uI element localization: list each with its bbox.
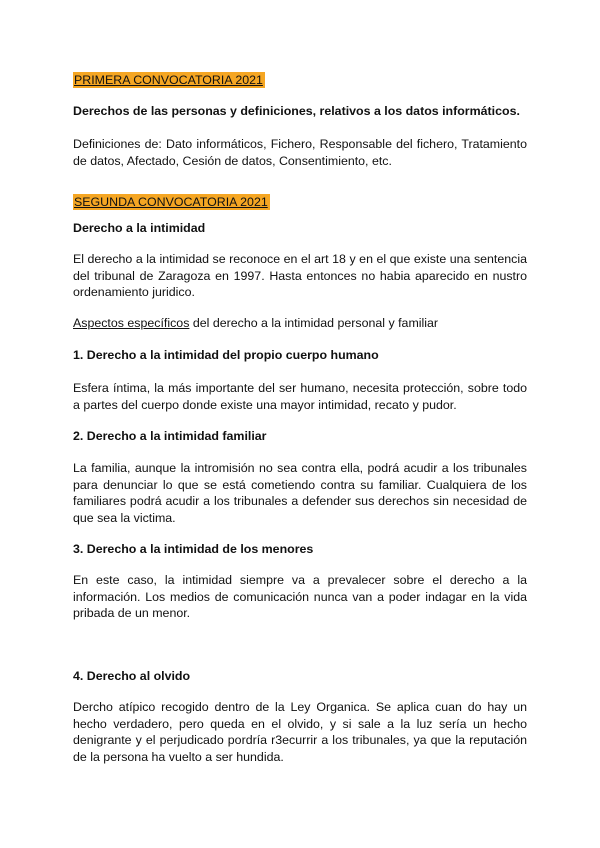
conv2-heading: [73, 194, 527, 211]
conv1-heading: [73, 72, 527, 89]
section-2-title: 2. Derecho a la intimidad familiar: [73, 429, 267, 443]
section-4-body: Dercho atípico recogido dentro de la Ley Organica. Se aplica cuan do hay un hecho verdadero, pero queda en el olvido, y si sale a la luz sería un hecho denigrante y el perjudicado pordría r3ecurrir a los tribunales, ya que la reputación de la persona ha vuelto a ser hundida.: [73, 700, 527, 764]
section-4-title: 4. Derecho al olvido: [73, 669, 191, 683]
conv2-label: SEGUNDA CONVOCATORIA 2021: [74, 195, 268, 209]
aspects-line: [73, 315, 527, 332]
section-3-title: 3. Derecho a la intimidad de los menores: [73, 542, 314, 556]
conv2-body: El derecho a la intimidad se reconoce en el art 18 y en el que existe una sentencia del tribunal de Zaragoza en 1997. Hasta entonces no habia aparecido en nustro ordenamiento juridico.: [73, 252, 527, 299]
conv1-title: Derechos de las personas y definiciones, relativos a los datos informáticos.: [73, 104, 520, 118]
conv2-title: Derecho a la intimidad: [73, 221, 206, 235]
section-3-body: En este caso, la intimidad siempre va a prevalecer sobre el derecho a la información. Los medios de comunicación nunca van a poder indagar en la vida pribada de un menor.: [73, 573, 527, 620]
aspects-rest: del derecho a la intimidad personal y familiar: [189, 316, 439, 330]
aspects-link: Aspectos específicos: [73, 316, 190, 330]
section-1-body: Esfera íntima, la más importante del ser humano, necesita protección, sobre todo a partes del cuerpo donde existe una mayor intimidad, recato y pudor.: [73, 381, 527, 412]
conv1-label: PRIMERA CONVOCATORIA 2021: [74, 73, 263, 87]
section-1-title: 1. Derecho a la intimidad del propio cuerpo humano: [73, 348, 379, 362]
conv1-body: Definiciones de: Dato informáticos, Fichero, Responsable del fichero, Tratamiento de datos, Afectado, Cesión de datos, Consentimiento, etc.: [73, 137, 527, 168]
section-2-body: La familia, aunque la intromisión no sea contra ella, podrá acudir a los tribunales para denunciar lo que se está cometiendo contra su familiar. Cualquiera de los familiares podrá acudir a los tribunales a defender sus derechos sin necesidad de que sea la victima.: [73, 461, 527, 525]
